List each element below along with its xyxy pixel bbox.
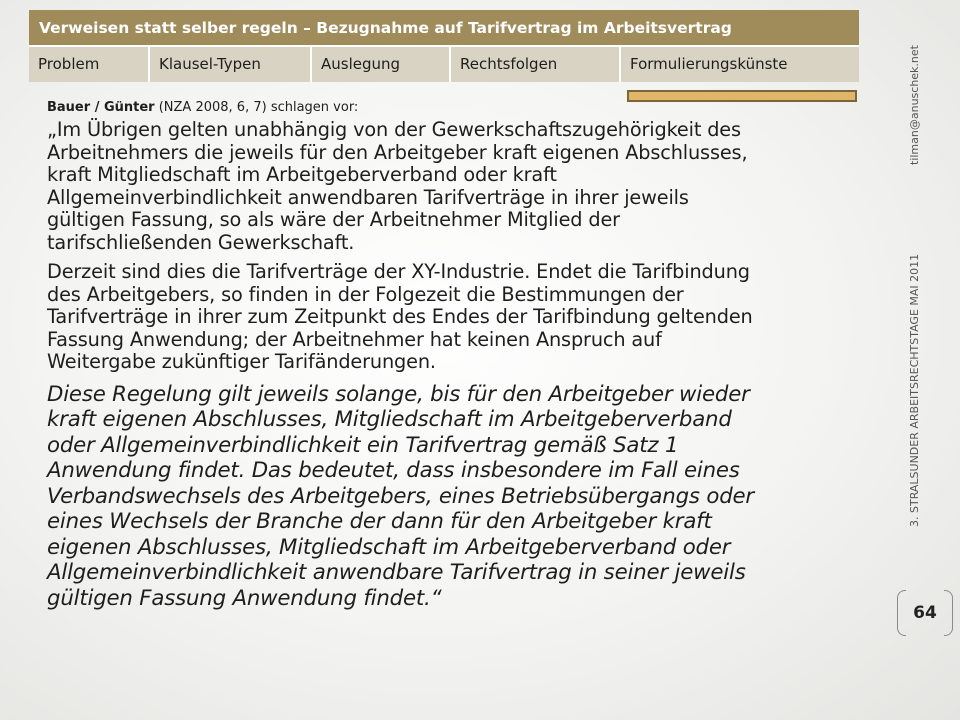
page-number-badge: [897, 590, 953, 636]
slide-title: Verweisen statt selber regeln – Bezugnahme auf Tarifvertrag im Arbeitsvertrag: [29, 10, 859, 47]
text-line: Anwendung findet. Das bedeutet, dass insbesondere im Fall eines: [47, 458, 740, 483]
section-tabs: [29, 47, 859, 82]
text-line: Tarifverträge in ihrer zum Zeitpunkt des Endes der Tarifbindung geltenden: [47, 305, 753, 328]
text-line: oder Allgemeinverbindlichkeit ein Tarifvertrag gemäß Satz 1: [47, 432, 679, 458]
text-line: Allgemeinverbindlichkeit anwendbaren Tarifverträge in ihrer jeweils: [47, 185, 689, 209]
page-number: 64: [913, 603, 937, 623]
quote-paragraph-3: [47, 382, 867, 612]
text-line: eines Wechsels der Branche der dann für den Arbeitgeber kraft: [47, 509, 712, 534]
text-line: eigenen Abschlusses, Mitgliedschaft im Arbeitgeberverband oder: [47, 534, 731, 560]
quote-paragraph-1: [47, 119, 867, 254]
text-line: gültigen Fassung, so als wäre der Arbeitnehmer Mitglied der: [47, 208, 620, 231]
tab-problem[interactable]: Problem: [29, 47, 150, 82]
text-line: Allgemeinverbindlichkeit anwendbare Tarifvertrag in seiner jeweils: [47, 560, 746, 585]
slide-content: [47, 100, 867, 618]
author-email: tilman@anuschek.net: [908, 45, 921, 165]
slide-header: [29, 10, 859, 82]
text-line: gültigen Fassung Anwendung findet.“: [47, 585, 442, 611]
source-citation: [47, 100, 867, 115]
text-line: „Im Übrigen gelten unabhängig von der Gewerkschaftszugehörigkeit des: [47, 118, 741, 141]
tab-formulierungskuenste[interactable]: Formulierungskünste: [630, 55, 788, 73]
text-line: kraft eigenen Abschlusses, Mitgliedschaft im Arbeitgeberverband: [47, 407, 732, 432]
text-line: Diese Regelung gilt jeweils solange, bis für den Arbeitgeber wieder: [47, 381, 750, 407]
source-reference: (NZA 2008, 6, 7) schlagen vor:: [154, 100, 359, 115]
quote-paragraph-2: [47, 261, 867, 374]
source-authors: Bauer / Günter: [47, 100, 155, 115]
text-line: Arbeitnehmers die jeweils für den Arbeitgeber kraft eigenen Abschlusses,: [47, 140, 748, 164]
text-line: kraft Mitgliedschaft im Arbeitgeberverband oder kraft: [47, 163, 557, 186]
bracket-left-icon: [897, 590, 906, 636]
bracket-right-icon: [944, 590, 953, 636]
text-line: Weitergabe zukünftiger Tarifänderungen.: [47, 350, 436, 373]
text-line: Verbandswechsels des Arbeitgebers, eines Betriebsübergangs oder: [47, 483, 754, 509]
text-line: Fassung Anwendung; der Arbeitnehmer hat keinen Anspruch auf: [47, 327, 662, 351]
conference-footer: 3. STRALSUNDER ARBEITSRECHTSTAGE MAI 2011: [908, 253, 921, 527]
text-line: tarifschließenden Gewerkschaft.: [47, 230, 355, 254]
text-line: des Arbeitgebers, so finden in der Folgezeit die Bestimmungen der: [47, 282, 684, 306]
tab-auslegung[interactable]: Auslegung: [312, 47, 451, 82]
tab-klausel-typen[interactable]: Klausel-Typen: [150, 47, 312, 82]
text-line: Derzeit sind dies die Tarifverträge der XY-Industrie. Endet die Tarifbindung: [47, 260, 750, 283]
tab-rechtsfolgen[interactable]: Rechtsfolgen: [451, 47, 621, 82]
